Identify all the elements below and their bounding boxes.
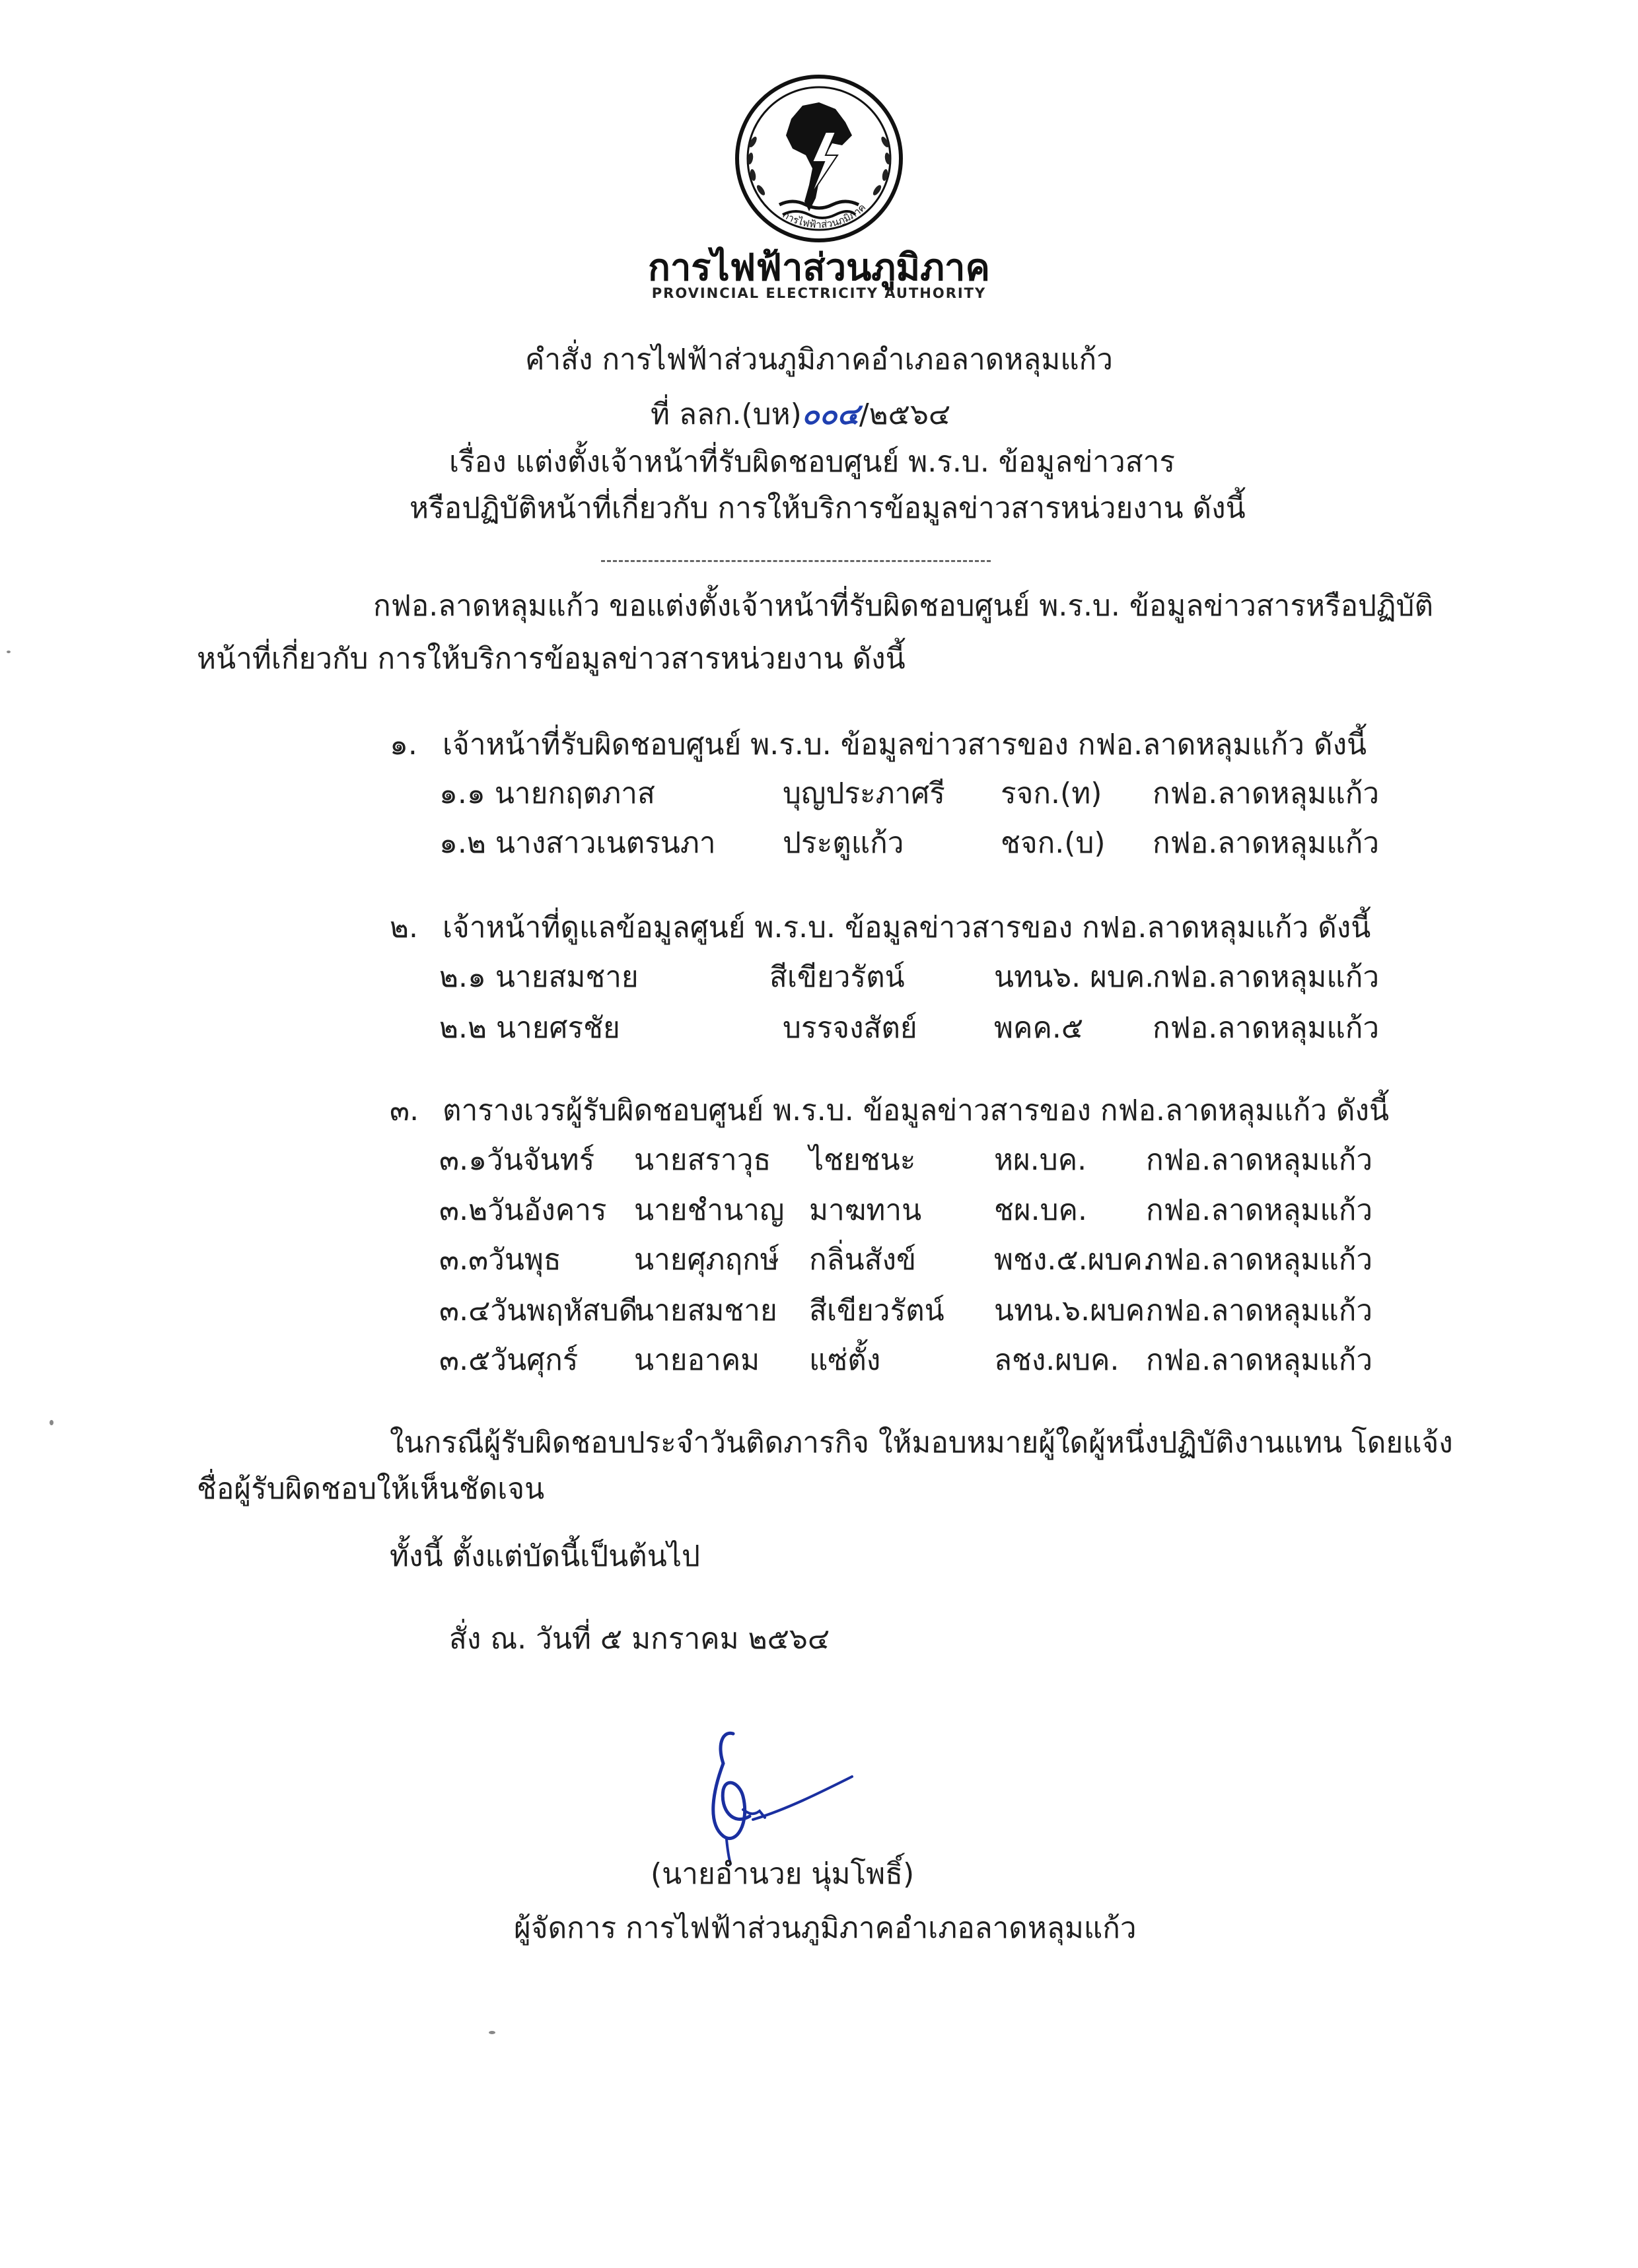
duty-surname: มาฆทาน — [809, 1193, 922, 1227]
section1-number: ๑. — [390, 728, 417, 762]
section2-number: ๒. — [390, 911, 418, 944]
duty-name: นายศุภฤกษ์ — [634, 1243, 779, 1277]
order-subject-line1: เรื่อง แต่งตั้งเจ้าหน้าที่รับผิดชอบศูนย์ พ.ร.บ. ข้อมูลข่าวสาร — [449, 445, 1175, 479]
signer-title: ผู้จัดการ การไฟฟ้าส่วนภูมิภาคอำเภอลาดหลุมแก้ว — [514, 1911, 1137, 1945]
separator-dashed-line — [601, 560, 991, 562]
scan-speck — [489, 2031, 495, 2034]
duty-position: นทน.๖.ผบค. — [994, 1294, 1155, 1328]
section3-number: ๓. — [390, 1094, 419, 1127]
duty-name: นายสมชาย — [634, 1294, 777, 1328]
scan-speck — [7, 651, 11, 653]
duty-surname: สีเขียวรัตน์ — [809, 1294, 944, 1328]
seal-text: การไฟฟ้าส่วนภูมิภาค — [780, 201, 869, 231]
order-title: คำสั่ง การไฟฟ้าส่วนภูมิภาคอำเภอลาดหลุมแก้ว — [525, 343, 1113, 376]
person-surname: ประตูแก้ว — [783, 826, 904, 860]
duty-unit: กฟอ.ลาดหลุมแก้ว — [1146, 1143, 1373, 1177]
person-position: นทน๖. ผบค. — [994, 960, 1155, 994]
section3-heading: ตารางเวรผู้รับผิดชอบศูนย์ พ.ร.บ. ข้อมูลข่าวสารของ กฟอ.ลาดหลุมแก้ว ดังนี้ — [443, 1094, 1390, 1127]
order-number-suffix: /๒๕๖๔ — [859, 398, 951, 431]
duty-unit: กฟอ.ลาดหลุมแก้ว — [1146, 1343, 1373, 1377]
order-date: สั่ง ณ. วันที่ ๕ มกราคม ๒๕๖๔ — [449, 1622, 830, 1656]
duty-name: นายสราวุธ — [634, 1143, 771, 1177]
closing-paragraph-line2: ชื่อผู้รับผิดชอบให้เห็นชัดเจน — [197, 1472, 545, 1506]
effective-statement: ทั้งนี้ ตั้งแต่บัดนี้เป็นต้นไป — [390, 1540, 700, 1573]
duty-unit: กฟอ.ลาดหลุมแก้ว — [1146, 1294, 1373, 1328]
person-name: ๒.๒ นายศรชัย — [439, 1011, 620, 1045]
person-unit: กฟอ.ลาดหลุมแก้ว — [1153, 1011, 1380, 1045]
org-name-thai: การไฟฟ้าส่วนภูมิภาค — [648, 246, 990, 289]
person-unit: กฟอ.ลาดหลุมแก้ว — [1153, 960, 1380, 994]
signer-name: (นายอำนวย นุ่มโพธิ์) — [651, 1857, 915, 1891]
duty-name: นายอาคม — [634, 1343, 760, 1377]
person-position: พคค.๕ — [994, 1011, 1084, 1045]
duty-position: ลชง.ผบค. — [994, 1343, 1120, 1377]
duty-name: นายชำนาญ — [634, 1193, 785, 1227]
duty-surname: แซ่ตั้ง — [809, 1343, 881, 1377]
order-number-prefix: ที่ ลลก.(บห) — [651, 398, 802, 431]
person-name: ๒.๑ นายสมชาย — [439, 960, 639, 994]
duty-day: ๓.๑วันจันทร์ — [439, 1143, 595, 1177]
scan-speck — [50, 1420, 53, 1425]
duty-day: ๓.๒วันอังคาร — [439, 1193, 607, 1227]
duty-day: ๓.๔วันพฤหัสบดี — [439, 1294, 638, 1328]
handwritten-signature — [687, 1711, 885, 1869]
duty-unit: กฟอ.ลาดหลุมแก้ว — [1146, 1193, 1373, 1227]
intro-line1: กฟอ.ลาดหลุมแก้ว ขอแต่งตั้งเจ้าหน้าที่รับผิดชอบศูนย์ พ.ร.บ. ข้อมูลข่าวสารหรือปฏิบัติ — [373, 589, 1434, 623]
section1-heading: เจ้าหน้าที่รับผิดชอบศูนย์ พ.ร.บ. ข้อมูลข่าวสารของ กฟอ.ลาดหลุมแก้ว ดังนี้ — [443, 728, 1367, 762]
closing-paragraph-line1: ในกรณีผู้รับผิดชอบประจำวันติดภารกิจ ให้มอบหมายผู้ใดผู้หนึ่งปฏิบัติงานแทน โดยแจ้ง — [390, 1426, 1453, 1460]
duty-surname: ไชยชนะ — [809, 1143, 916, 1177]
duty-surname: กลิ่นสังข์ — [809, 1243, 917, 1277]
duty-position: หผ.บค. — [994, 1143, 1087, 1177]
person-surname: สีเขียวรัตน์ — [769, 960, 905, 994]
intro-line2: หน้าที่เกี่ยวกับ การให้บริการข้อมูลข่าวสารหน่วยงาน ดังนี้ — [197, 642, 906, 676]
person-name: ๑.๑ นายกฤตภาส — [439, 777, 655, 810]
person-surname: บุญประภาศรี — [783, 777, 945, 810]
order-subject-line2: หรือปฏิบัติหน้าที่เกี่ยวกับ การให้บริการข้อมูลข่าวสารหน่วยงาน ดังนี้ — [410, 491, 1246, 525]
duty-unit: กฟอ.ลาดหลุมแก้ว — [1146, 1243, 1373, 1277]
section2-heading: เจ้าหน้าที่ดูแลข้อมูลศูนย์ พ.ร.บ. ข้อมูลข่าวสารของ กฟอ.ลาดหลุมแก้ว ดังนี้ — [443, 911, 1371, 944]
person-unit: กฟอ.ลาดหลุมแก้ว — [1153, 777, 1380, 810]
duty-position: ชผ.บค. — [994, 1193, 1087, 1227]
order-number-handwritten: ๐๐๔ — [801, 398, 859, 431]
person-position: ชจก.(บ) — [1001, 826, 1106, 860]
duty-position: พชง.๕.ผบค. — [994, 1243, 1152, 1277]
person-name: ๑.๒ นางสาวเนตรนภา — [439, 826, 716, 860]
order-number — [651, 395, 950, 435]
person-surname: บรรจงสัตย์ — [783, 1011, 917, 1045]
duty-day: ๓.๕วันศุกร์ — [439, 1343, 579, 1377]
person-position: รจก.(ท) — [1001, 777, 1102, 810]
person-unit: กฟอ.ลาดหลุมแก้ว — [1153, 826, 1380, 860]
org-name-english: PROVINCIAL ELECTRICITY AUTHORITY — [651, 285, 987, 301]
duty-day: ๓.๓วันพุธ — [439, 1243, 561, 1277]
